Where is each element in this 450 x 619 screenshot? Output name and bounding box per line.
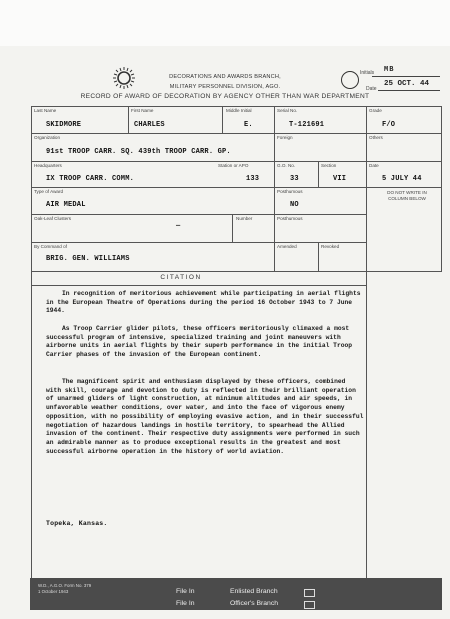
type-of-award-value: AIR MEDAL xyxy=(46,201,86,209)
row-divider xyxy=(31,214,366,215)
officers-branch-label: Officer's Branch xyxy=(230,600,279,607)
branch-title: DECORATIONS AND AWARDS BRANCH, xyxy=(169,74,281,80)
form-grid xyxy=(31,106,442,272)
posthumous-value: NO xyxy=(290,201,299,209)
headquarters-value: IX TROOP CARR. COMM. xyxy=(46,175,135,183)
enlisted-checkbox xyxy=(304,589,315,597)
citation-divider xyxy=(31,285,366,286)
stamp-circle-icon xyxy=(341,71,359,89)
citation-paragraph-3: The magnificent spirit and enthusiasm displayed by these officers, combined with skill, courage and devotion to duty is reflected in their brilliant operation of unarmed gliders of light construction, at minimum altitudes and air speeds, in unfavorable weather conditions, over water, and into the face of vigorous enemy opposition, with no possibility of employing evasive action, and in their successful negotiation of hazardous landings in hostile territory, to spearhead the Allied invasion of the continent. Their respective duty assignments were performed in such an admirable manner as to produce exceptional results in the greatest and most successful airborne operation in the history of world aviation. xyxy=(46,378,364,455)
row-divider xyxy=(31,187,442,188)
form-number-text: W.D., A.G.O. Form No. 379 xyxy=(38,583,92,588)
middle-initial-value: E. xyxy=(244,121,253,129)
enlisted-branch-label: Enlisted Branch xyxy=(230,588,278,595)
organization-label: Organization xyxy=(34,135,61,140)
row-divider xyxy=(31,133,442,134)
go-no-label: G.O. No. xyxy=(277,163,296,168)
header-date-label: Date xyxy=(366,86,377,92)
others-label: Others xyxy=(369,135,383,140)
file-in-label-1: File In xyxy=(176,588,195,595)
right-column-divider xyxy=(366,106,367,578)
cell-divider xyxy=(318,242,319,272)
oak-leaf-value: — xyxy=(176,222,181,230)
officers-checkbox xyxy=(304,601,315,609)
organization-value: 91st TROOP CARR. SQ. 439th TROOP CARR. GP. xyxy=(46,148,231,156)
cell-divider xyxy=(128,106,129,133)
citation-title: CITATION xyxy=(160,274,202,281)
scan-margin xyxy=(0,0,450,46)
by-command-value: BRIG. GEN. WILLIAMS xyxy=(46,255,130,263)
posthumous-label: Posthumous xyxy=(277,189,303,194)
middle-initial-label: Middle Initial xyxy=(226,108,252,113)
section-label: Section xyxy=(321,163,337,168)
signature-place: Topeka, Kansas. xyxy=(46,520,108,527)
initials-value: MB xyxy=(384,66,395,74)
cell-divider xyxy=(232,214,233,242)
headquarters-label: Headquarters xyxy=(34,163,62,168)
file-in-label-2: File In xyxy=(176,600,195,607)
type-of-award-label: Type of Award xyxy=(34,189,64,194)
form-title: RECORD OF AWARD OF DECORATION BY AGENCY OTHER THAN WAR DEPARTMENT xyxy=(80,93,370,100)
column-divider xyxy=(274,106,275,272)
revoked-label: Revoked xyxy=(321,244,340,249)
do-not-write-note: DO NOT WRITE IN COLUMN BELOW xyxy=(387,190,427,201)
division-title: MILITARY PERSONNEL DIVISION, AGO. xyxy=(169,84,281,90)
header-date-line xyxy=(378,90,440,91)
station-value: 133 xyxy=(246,175,260,183)
section-value: VII xyxy=(333,175,347,183)
foreign-label: Foreign xyxy=(277,135,293,140)
form-number xyxy=(38,583,98,595)
station-label: Station or APO xyxy=(218,163,249,168)
first-name-value: CHARLES xyxy=(134,121,165,129)
last-name-label: Last Name xyxy=(34,108,57,113)
left-border xyxy=(31,272,32,578)
by-command-label: By Command of xyxy=(34,244,67,249)
serial-no-value: T-121691 xyxy=(289,121,325,129)
row-divider xyxy=(31,242,366,243)
last-name-value: SKIDMORE xyxy=(46,121,82,129)
serial-no-label: Serial No. xyxy=(277,108,298,113)
amended-label: Amended xyxy=(277,244,297,249)
number-label: Number xyxy=(236,216,253,221)
date-value: 5 JULY 44 xyxy=(382,175,422,183)
row-divider xyxy=(31,161,442,162)
cell-divider xyxy=(222,106,223,133)
form-date-text: 1 October 1943 xyxy=(38,589,69,594)
date-label: Date xyxy=(369,163,379,168)
initials-label: Initials xyxy=(360,70,375,76)
go-no-value: 33 xyxy=(290,175,299,183)
grade-value: F/O xyxy=(382,121,396,129)
grade-label: Grade xyxy=(369,108,382,113)
citation-paragraph-2: As Troop Carrier glider pilots, these officers meritoriously climaxed a most successful program of intensive, specialized training and joint maneuvers with airborne units in aerial flights by their superb performance in the initial Troop Carrier phases of the invasion of the European continent. xyxy=(46,325,353,359)
first-name-label: First Name xyxy=(131,108,154,113)
posthumous2-label: Posthumous xyxy=(277,216,303,221)
oak-leaf-label: Oak-Leaf Clusters xyxy=(34,216,72,221)
header-date-value: 25 OCT. 44 xyxy=(384,80,430,88)
initials-line xyxy=(372,76,440,77)
citation-paragraph-1: In recognition of meritorious achievement while participating in aerial flights in the European Theatre of Operations during the period 16 October 1943 to 7 June 1944. xyxy=(46,290,361,315)
cell-divider xyxy=(318,161,319,187)
